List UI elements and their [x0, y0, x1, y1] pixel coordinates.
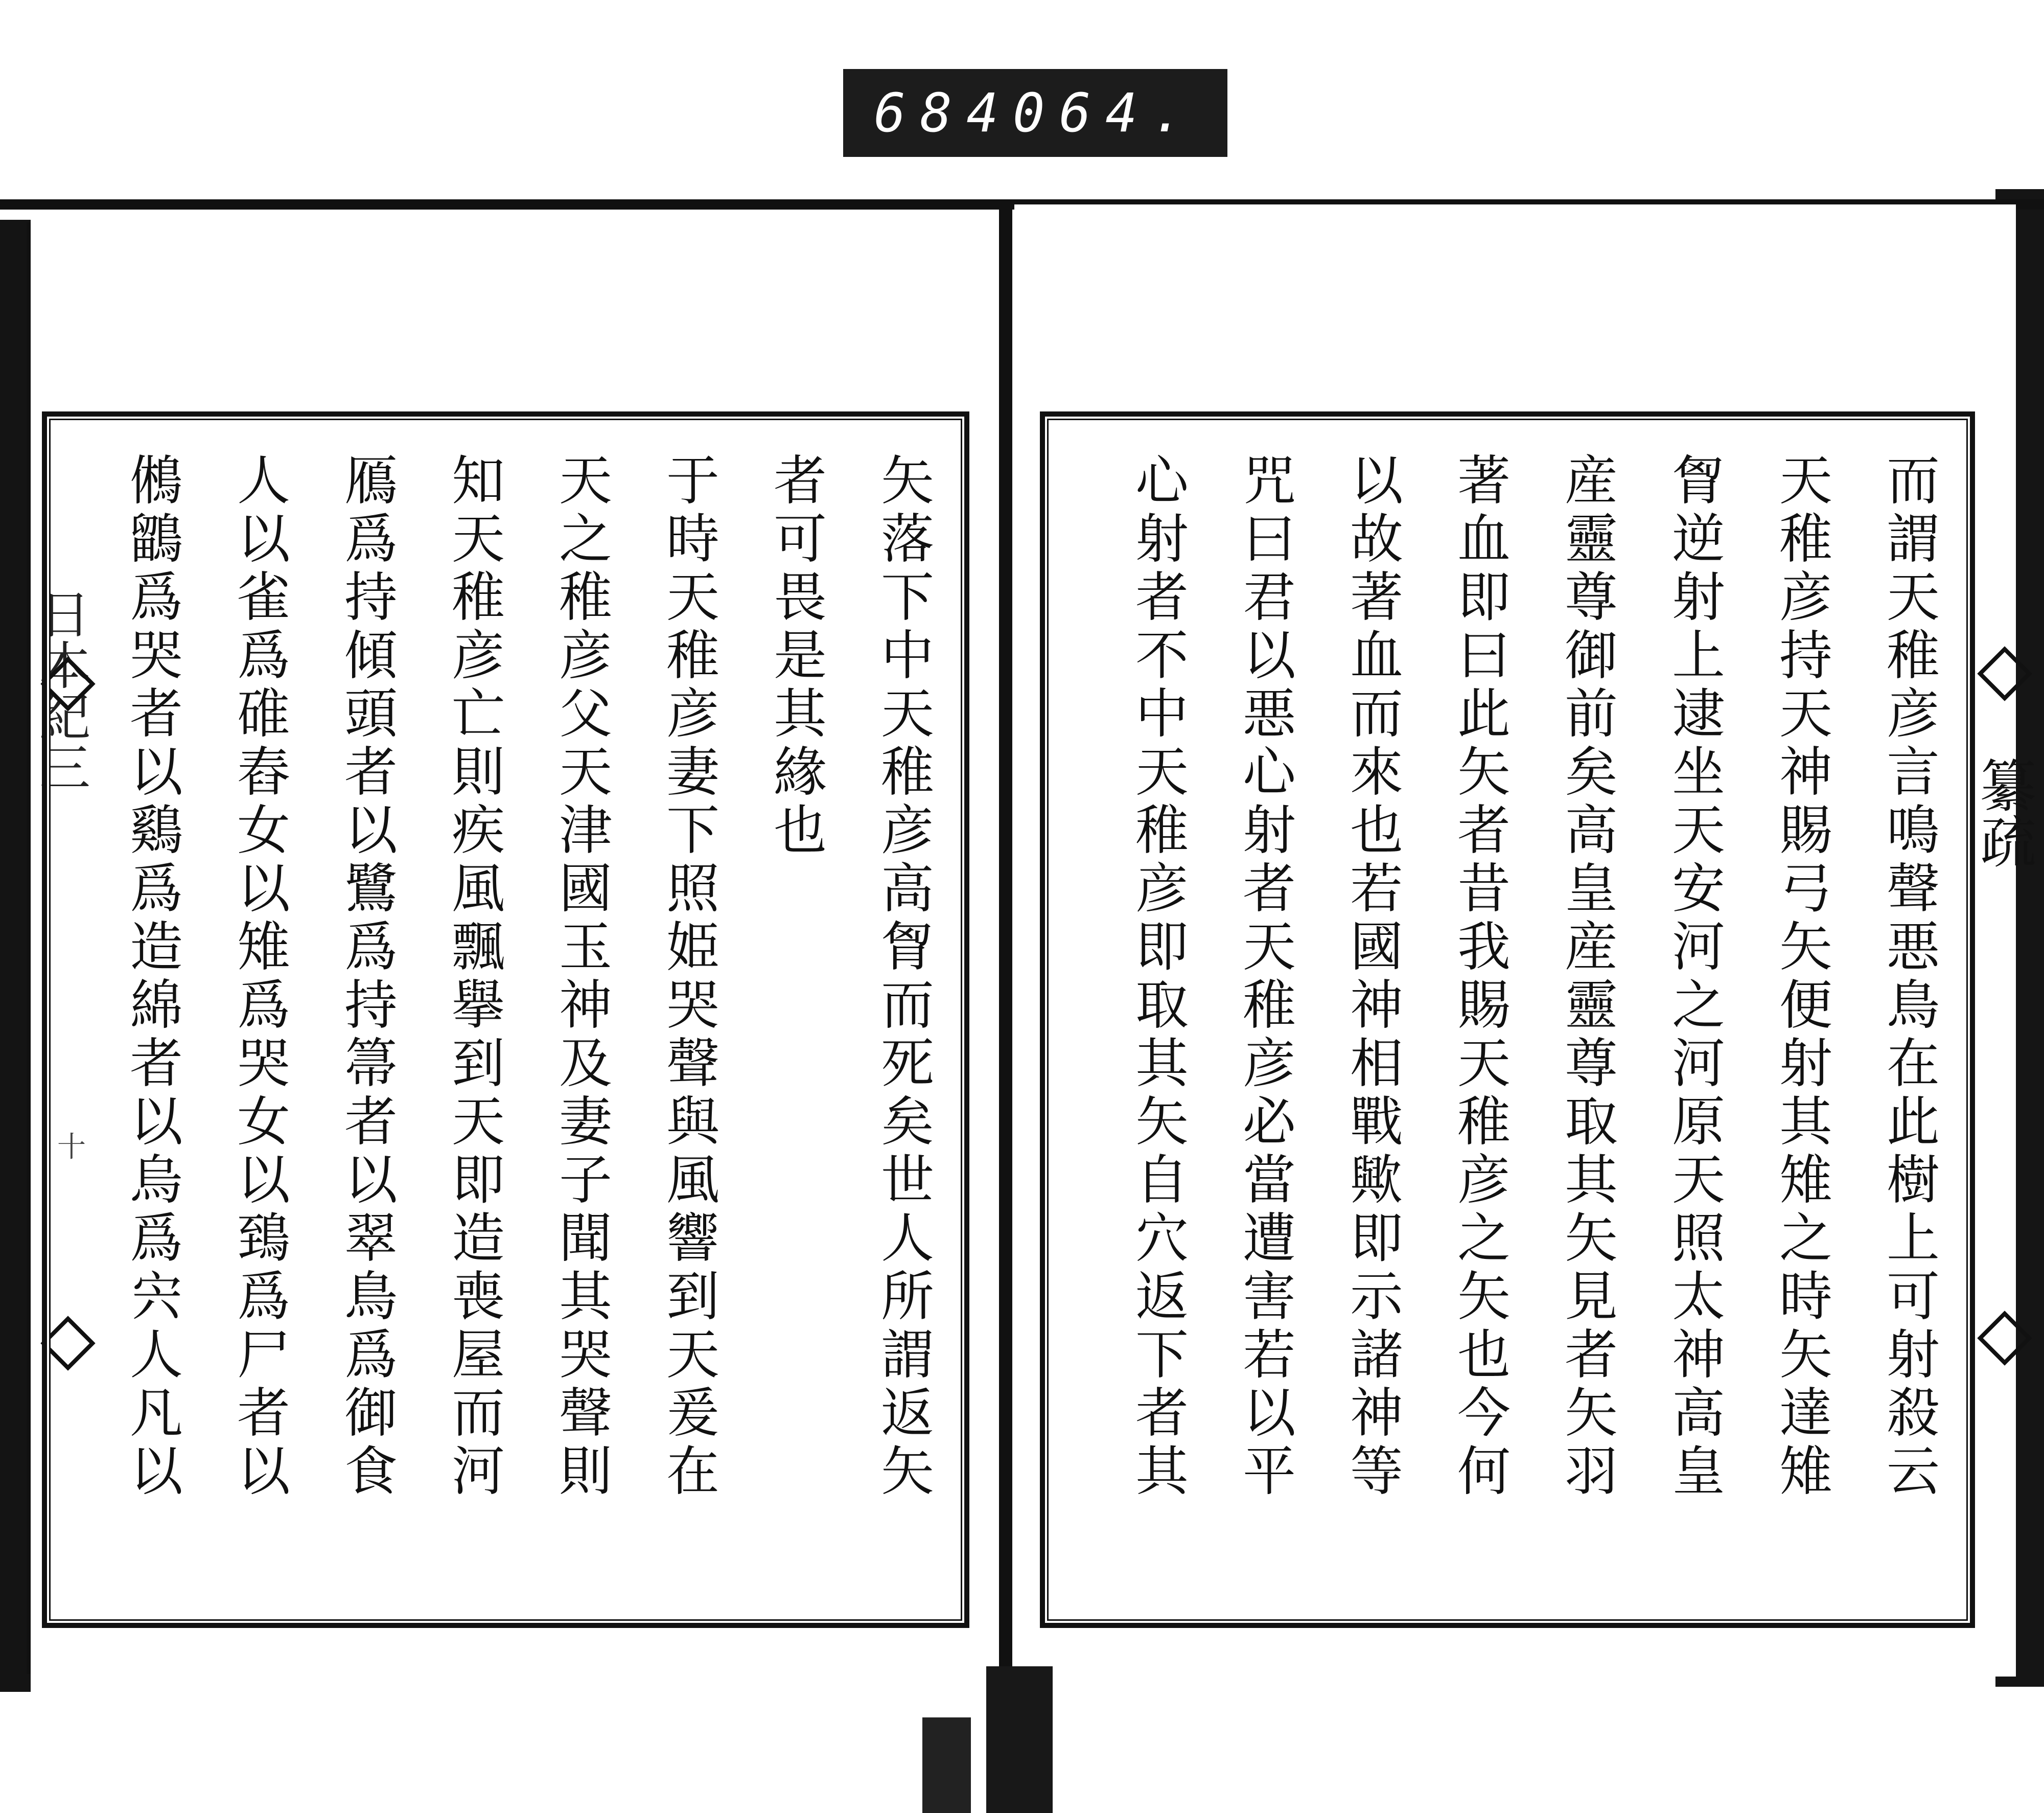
- text-column: 咒曰君以悪心射者天稚彦必當遭害若以平: [1234, 452, 1296, 1501]
- spine-shadow: [986, 1666, 1053, 1813]
- spine-shadow-small: [922, 1717, 971, 1813]
- right-text-frame: [1040, 411, 1975, 1628]
- text-column: 天稚彦持天神賜弓矢便射其雉之時矢達雉: [1770, 452, 1832, 1501]
- text-column: 以故著血而來也若國神相戰歟即示諸神等: [1341, 452, 1403, 1501]
- left-margin-title: 日本紀三: [31, 588, 90, 792]
- right-margin-title: 纂疏: [1971, 756, 2036, 869]
- left-book-edge: [0, 220, 31, 1692]
- text-column: 天之稚彦父天津國玉神及妻子聞其哭聲則: [550, 452, 612, 1501]
- text-column: 于時天稚彦妻下照姫哭聲與風響到天爰在: [657, 452, 719, 1501]
- text-column: 而謂天稚彦言鳴聲悪鳥在此樹上可射殺云: [1877, 452, 1940, 1501]
- text-column: 胷逆射上逮坐天安河之河原天照太神高皇: [1663, 452, 1725, 1501]
- label-number-left: 684: [874, 82, 1013, 144]
- text-column: 者可畏是其緣也: [764, 452, 827, 860]
- book-spine: [999, 204, 1012, 1687]
- left-text-frame: [31, 411, 969, 1628]
- text-column: 心射者不中天稚彦即取其矢自穴返下者其: [1126, 452, 1189, 1501]
- text-column: 鵂鶹爲哭者以鷄爲造綿者以烏爲宍人凡以: [121, 452, 183, 1501]
- text-column: 産靈尊御前矣高皇産靈尊取其矢見者矢羽: [1555, 452, 1618, 1501]
- left-folio: 十: [57, 1131, 86, 1164]
- text-column: 著血即曰此矢者昔我賜天稚彦之矢也今何: [1448, 452, 1511, 1501]
- text-column: 鴈爲持傾頭者以鷺爲持箒者以翠鳥爲御食: [335, 452, 398, 1501]
- archive-label-plate: [843, 69, 1227, 157]
- label-number-right: 064.: [1012, 82, 1198, 144]
- text-column: 知天稚彦亡則疾風飄擧到天即造喪屋而河: [443, 452, 505, 1501]
- text-column: 矢落下中天稚彦高胷而死矣世人所謂返矢: [872, 452, 934, 1501]
- text-column: 人以雀爲碓舂女以雉爲哭女以鵄爲尸者以: [228, 452, 290, 1501]
